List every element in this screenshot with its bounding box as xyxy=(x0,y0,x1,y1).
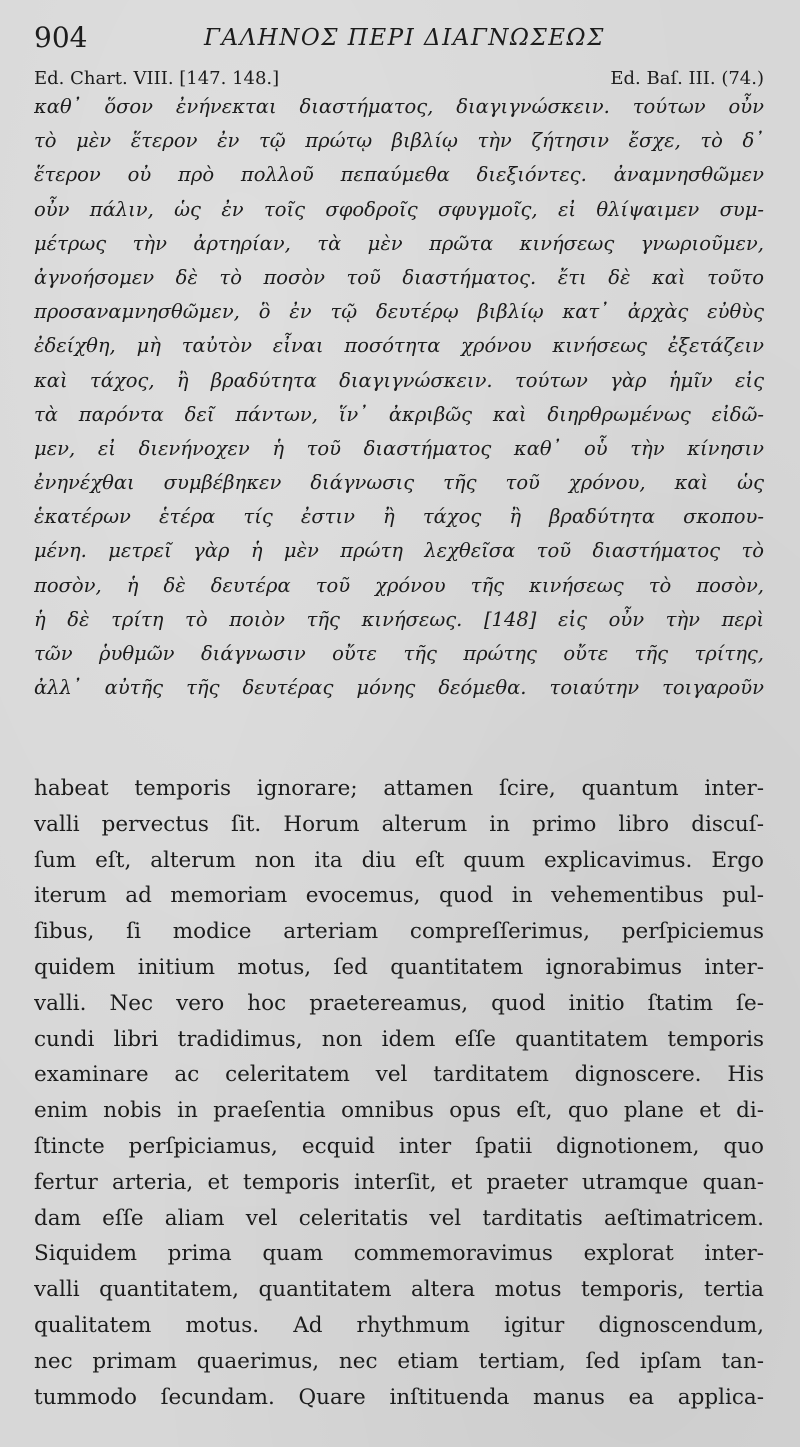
latin-line: ſibus, ſi modice arteriam compreſſerimus, perſpiciemus xyxy=(34,919,764,945)
greek-line: καθ᾽ ὅσον ἐνήνεκται διαστήματος, διαγιγνώσκειν. τούτων οὖν xyxy=(34,95,764,118)
latin-line: qualitatem motus. Ad rhythmum igitur dignoscendum, xyxy=(34,1312,764,1338)
edition-chartier: Ed. Chart. VIII. [147. 148.] xyxy=(34,68,280,89)
running-title: ΓΑΛΗΝΟΣ ΠΕΡΙ ΔΙΑΓΝΩΣΕΩΣ xyxy=(204,25,605,51)
latin-line: valli quantitatem, quantitatem altera motus temporis, tertia xyxy=(34,1277,764,1303)
latin-line: Siquidem prima quam commemoravimus explorat inter- xyxy=(34,1241,764,1267)
greek-line: ἐδείχθη, μὴ ταὐτὸν εἶναι ποσότητα χρόνου κινήσεως ἐξετάζειν xyxy=(34,334,764,358)
latin-line: ſum eſt, alterum non ita diu eſt quum explicavimus. Ergo xyxy=(34,847,764,873)
greek-line: ἀλλ᾽ αὐτῆς τῆς δευτέρας μόνης δεόμεθα. τοιαύτην τοιγαροῦν xyxy=(34,676,764,700)
latin-translation xyxy=(34,771,764,1415)
latin-line: tummodo ſecundam. Quare inſtituenda manus ea applica- xyxy=(34,1384,764,1410)
greek-line: τὰ παρόντα δεῖ πάντων, ἵν᾽ ἀκριβῶς καὶ διηρθρωμένως εἰδῶ- xyxy=(34,402,764,426)
latin-line: valli pervectus ſit. Horum alterum in primo libro discuſ- xyxy=(34,811,764,837)
page-header xyxy=(34,18,764,58)
greek-line: μέτρως τὴν ἀρτηρίαν, τὰ μὲν πρῶτα κινήσεως γνωριοῦμεν, xyxy=(34,231,764,255)
greek-line: ἀγνοήσομεν δὲ τὸ ποσὸν τοῦ διαστήματος. ἔτι δὲ καὶ τοῦτο xyxy=(34,265,764,289)
latin-line: fertur arteria, et temporis interſit, et praeter utramque quan- xyxy=(34,1169,764,1195)
greek-line: τῶν ῥυθμῶν διάγνωσιν οὔτε τῆς πρώτης οὔτε τῆς τρίτης, xyxy=(34,642,764,665)
greek-line: ποσὸν, ἡ δὲ δευτέρα τοῦ χρόνου τῆς κινήσεως τὸ ποσὸν, xyxy=(34,573,764,597)
edition-basel: Ed. Baſ. III. (74.) xyxy=(610,68,764,89)
latin-line: iterum ad memoriam evocemus, quod in vehementibus pul- xyxy=(34,883,764,909)
latin-line: enim nobis in praeſentia omnibus opus eſt, quo plane et di- xyxy=(34,1098,764,1124)
greek-line: ἕτερον οὐ πρὸ πολλοῦ πεπαύμεθα διεξιόντες. ἀναμνησθῶμεν xyxy=(34,163,764,187)
greek-line: ἑκατέρων ἑτέρα τίς ἐστιν ἢ τάχος ἢ βραδύτητα σκοπου- xyxy=(34,505,764,529)
page-number: 904 xyxy=(34,21,88,54)
greek-line: μεν, εἰ διενήνοχεν ἡ τοῦ διαστήματος καθ᾽ οὗ τὴν κίνησιν xyxy=(34,436,764,460)
greek-line: οὖν πάλιν, ὡς ἐν τοῖς σφοδροῖς σφυγμοῖς, εἰ θλίψαιμεν συμ- xyxy=(34,197,764,221)
greek-line: μένη. μετρεῖ γὰρ ἡ μὲν πρώτη λεχθεῖσα τοῦ διαστήματος τὸ xyxy=(34,539,764,563)
greek-line: καὶ τάχος, ἢ βραδύτητα διαγιγνώσκειν. τούτων γὰρ ἡμῖν εἰς xyxy=(34,368,764,392)
latin-line: valli. Nec vero hoc praetereamus, quod initio ſtatim ſe- xyxy=(34,990,764,1016)
greek-line: ἡ δὲ τρίτη τὸ ποιὸν τῆς κινήσεως. [148] εἰς οὖν τὴν περὶ xyxy=(34,607,764,631)
latin-line: nec primam quaerimus, nec etiam tertiam, ſed ipſam tan- xyxy=(34,1348,764,1374)
latin-line: ſtincte perſpiciamus, ecquid inter ſpatii dignotionem, quo xyxy=(34,1133,764,1159)
latin-line: quidem initium motus, ſed quantitatem ignorabimus inter- xyxy=(34,954,764,980)
greek-text xyxy=(34,90,764,705)
latin-line: dam eſſe aliam vel celeritatis vel tarditatis aeſtimatricem. xyxy=(34,1205,764,1231)
latin-line: examinare ac celeritatem vel tarditatem dignoscere. His xyxy=(34,1062,764,1088)
latin-line: cundi libri tradidimus, non idem eſſe quantitatem temporis xyxy=(34,1026,764,1052)
greek-line: τὸ μὲν ἕτερον ἐν τῷ πρώτῳ βιβλίῳ τὴν ζήτησιν ἔσχε, τὸ δ᾽ xyxy=(34,129,764,153)
greek-line: ἐνηνέχθαι συμβέβηκεν διάγνωσις τῆς τοῦ χρόνου, καὶ ὡς xyxy=(34,471,764,495)
greek-line: προσαναμνησθῶμεν, ὃ ἐν τῷ δευτέρῳ βιβλίῳ κατ᾽ ἀρχὰς εὐθὺς xyxy=(34,300,764,324)
latin-line: habeat temporis ignorare; attamen ſcire, quantum inter- xyxy=(34,776,764,801)
